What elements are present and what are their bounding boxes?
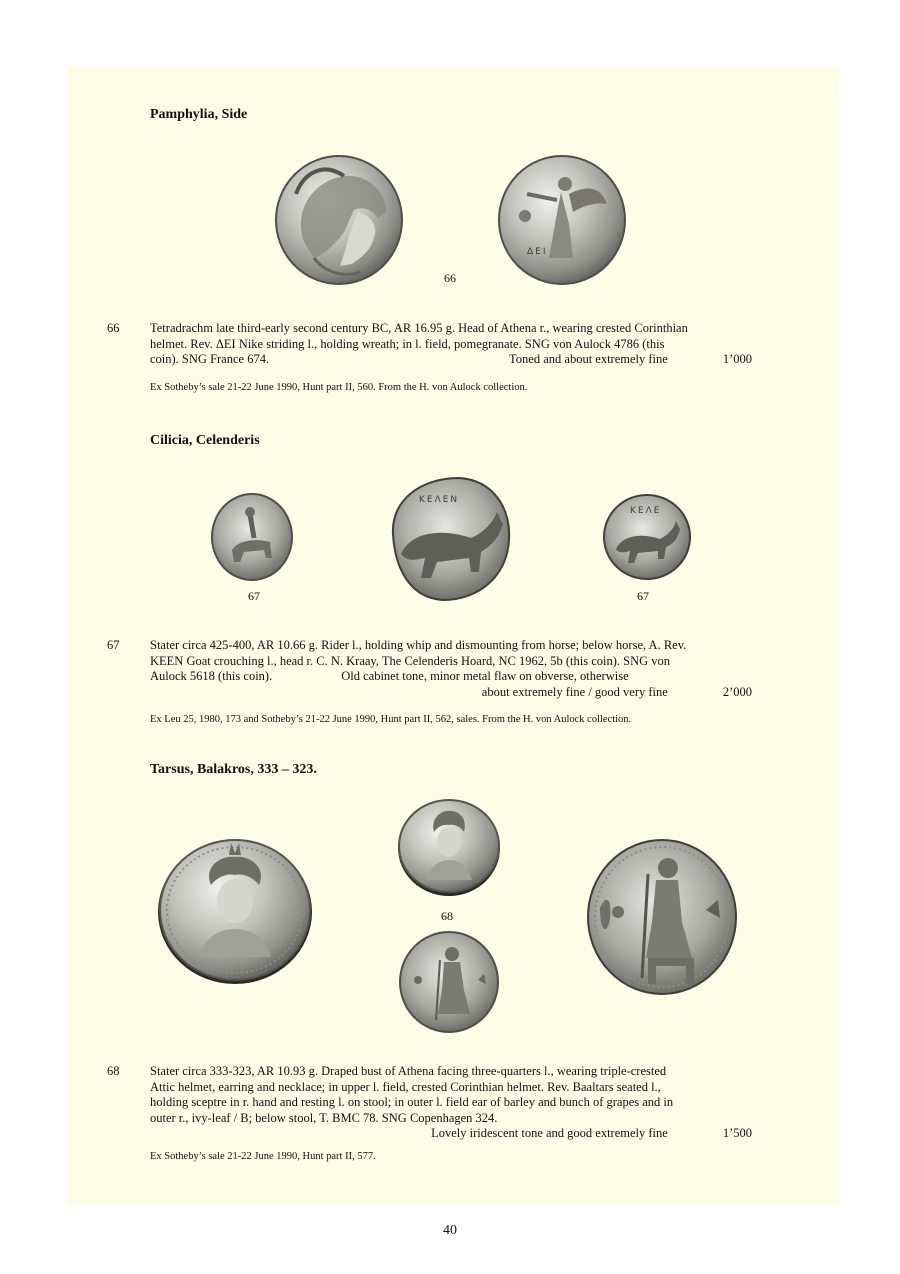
page-number: 40: [443, 1223, 457, 1238]
lot-68-obverse-large-coin-image: [155, 837, 315, 987]
lot-68-description: [150, 1064, 752, 1142]
lot-66-number: 66: [107, 321, 120, 335]
lot-67-number: 67: [107, 638, 120, 652]
lot-67-reverse-legend-large: ΚΕΛΕΝ: [419, 495, 460, 505]
lot-68-description-line: outer r., ivy-leaf / B; below stool, T. BMC 78. SNG Copenhagen 324.: [150, 1110, 498, 1125]
lot-68-description-line: Attic helmet, earring and necklace; in upper l. field, crested Corinthian helmet. Rev. Baaltars seated l.,: [150, 1079, 661, 1094]
lot-68-heading: Tarsus, Balakros, 333 – 323.: [150, 762, 317, 777]
lot-67-figure-number-right: 67: [637, 589, 649, 603]
lot-67-reverse-legend-small: ΚΕΛΕ: [630, 506, 662, 516]
lot-67-reverse-large-coin-image: [381, 472, 517, 606]
lot-68-grade-line: [150, 1126, 752, 1142]
lot-68-obverse-small-coin-image: [396, 798, 502, 898]
lot-66-reverse-legend: ΔΕΙ: [527, 247, 548, 257]
lot-68-reverse-small-coin-image: [398, 930, 500, 1034]
lot-67-reverse-small-coin-image: [602, 491, 692, 581]
lot-66-grade: Toned and about extremely fine: [509, 352, 668, 366]
lot-66-description-line: helmet. Rev. ΔEI Nike striding l., holding wreath; in l. field, pomegranate. SNG von Aulock 4786 (this: [150, 336, 665, 351]
lot-67-grade: about extremely fine / good very fine: [481, 684, 668, 699]
lot-67-estimate: 2’000: [722, 684, 752, 699]
lot-66-description-line: Tetradrachm late third-early second century BC, AR 16.95 g. Head of Athena r., wearing crested Corinthian: [150, 321, 688, 335]
catalogue-panel: [67, 68, 839, 1206]
lot-68-estimate: 1’500: [722, 1126, 752, 1140]
lot-68-figure-number: 68: [441, 909, 453, 923]
lot-67-grade-line: [150, 685, 752, 701]
lot-66-obverse-coin-image: [274, 154, 404, 286]
lot-68-reverse-large-coin-image: [586, 838, 738, 996]
lot-66-reverse-coin-image: [497, 154, 627, 286]
lot-66-estimate: 1’000: [722, 352, 752, 366]
lot-66-description-last-line: [150, 352, 752, 368]
lot-67-heading: Cilicia, Celenderis: [150, 433, 260, 448]
lot-67-grade-part1: Old cabinet tone, minor metal flaw on obverse, otherwise: [341, 669, 629, 683]
lot-67-provenance: Ex Leu 25, 1980, 173 and Sotheby’s 21-22 June 1990, Hunt part II, 562, sales. From the H. von Aulock collection.: [150, 714, 632, 725]
lot-67-obverse-coin-image: [210, 492, 294, 582]
lot-67-description-line: KEEN Goat crouching l., head r. C. N. Kraay, The Celenderis Hoard, NC 1962, 5b (this coin). SNG von: [150, 653, 671, 668]
lot-68-provenance: Ex Sotheby’s sale 21-22 June 1990, Hunt part II, 577.: [150, 1151, 376, 1162]
lot-68-description-line: holding sceptre in r. hand and resting l. on stool; in outer l. field ear of barley and bunch of grapes and in: [150, 1095, 674, 1109]
lot-66-figure-number: 66: [444, 271, 456, 285]
lot-68-grade: Lovely iridescent tone and good extremely fine: [431, 1126, 668, 1140]
lot-66-provenance: Ex Sotheby’s sale 21-22 June 1990, Hunt part II, 560. From the H. von Aulock collection.: [150, 382, 528, 393]
lot-67-description: [150, 638, 752, 700]
lot-67-description-line: Aulock 5618 (this coin).: [150, 669, 273, 683]
lot-66-description: [150, 321, 752, 368]
lot-67-figure-number-left: 67: [248, 589, 260, 603]
lot-68-number: 68: [107, 1064, 120, 1078]
lot-67-description-line: Stater circa 425-400, AR 10.66 g. Rider l., holding whip and dismounting from horse; below horse, A. Rev.: [150, 638, 687, 652]
lot-66-description-line: coin). SNG France 674.: [150, 352, 270, 366]
lot-66-heading: Pamphylia, Side: [150, 107, 248, 122]
lot-68-description-line: Stater circa 333-323, AR 10.93 g. Draped bust of Athena facing three-quarters l., wearing triple-crested: [150, 1064, 667, 1078]
lot-67-description-third-line: [150, 669, 752, 685]
